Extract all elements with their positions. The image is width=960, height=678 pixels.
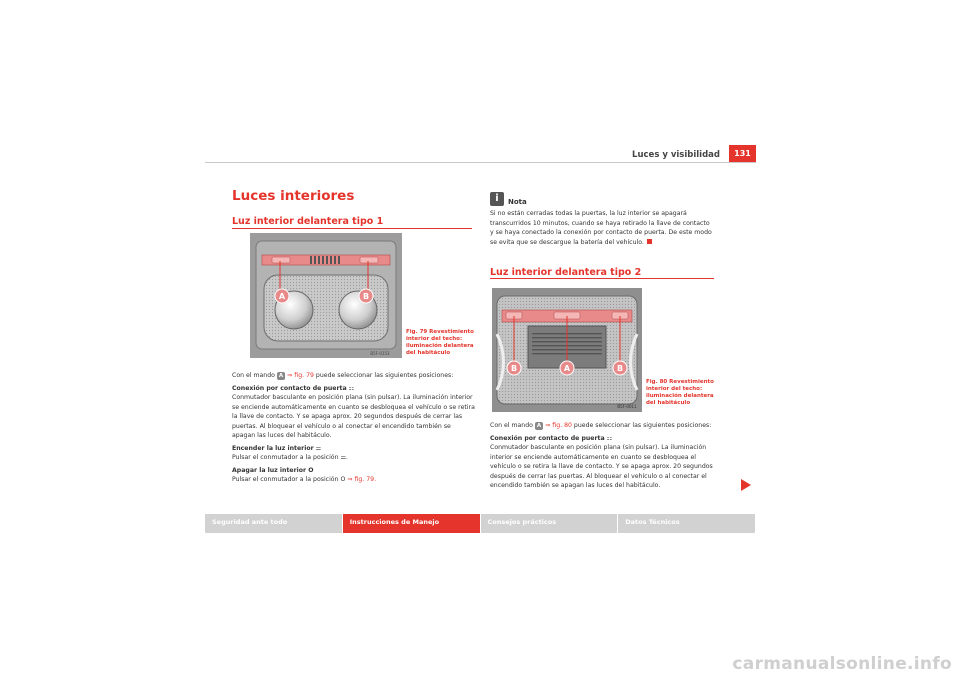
section-end-icon xyxy=(647,239,652,244)
intro-text-end: puede seleccionar las siguientes posiciones: xyxy=(315,372,454,379)
figure2-label-b-right: B xyxy=(616,364,624,373)
header-divider xyxy=(205,162,756,163)
on-text: Pulsar el conmutador a la posición xyxy=(232,454,339,461)
intro-text-2: Con el mando xyxy=(490,422,533,429)
intro-text: Con el mando xyxy=(232,372,275,379)
figure-link[interactable]: ⇒ fig. 79 xyxy=(287,372,314,379)
figure-link-off[interactable]: ⇒ fig. 79. xyxy=(347,476,377,483)
figure-79 xyxy=(250,233,402,362)
right-body xyxy=(490,421,715,494)
figure-code: B5F-0153 xyxy=(370,351,390,356)
on-heading: Encender la luz interior xyxy=(232,444,314,452)
door-heading: Conexión por contacto de puerta xyxy=(232,384,347,392)
left-heading-rule xyxy=(232,228,472,229)
note-body xyxy=(490,209,715,250)
figure-79-caption: Fig. 79 Revestimiento interior del techo: iluminación delantera del habitáculo xyxy=(406,329,474,356)
off-heading: Apagar la luz interior O xyxy=(232,466,314,474)
tab-seguridad[interactable]: Seguridad ante todo xyxy=(205,514,343,533)
left-body: Con el mando A ⇒ fig. 79 puede seleccionar las siguientes posiciones: Conexión por contacto de puerta ⚏ Conmutador basculante en posición plana (sin pulsar). La iluminación interior se enciende automáticamente en cuanto se desbloquea el vehículo o se retira la llave de contacto. Y se apaga aprox. 20 segundos después de cerrar las puertas. Al bloquear el vehículo o al conectar el encendido también se apagan las luces del habitáculo. Encender la luz interior ⚌ Pulsar el conmutador a la posición ⚌. Apagar la luz interior O Pulsar el conmutador a la posición O ⇒ fig. 79. xyxy=(232,372,475,483)
light-on-icon: ⚌ xyxy=(315,444,322,452)
note-label: Nota xyxy=(508,198,527,206)
page-title: Luces interiores xyxy=(232,188,355,204)
tab-datos[interactable]: Datos Técnicos xyxy=(618,514,756,533)
figure-80-caption: Fig. 80 Revestimiento interior del techo: iluminación delantera del habitáculo xyxy=(646,379,714,406)
off-text: Pulsar el conmutador a la posición O xyxy=(232,476,346,483)
door-heading-2: Conexión por contacto de puerta xyxy=(490,434,605,442)
figure2-label-a: A xyxy=(563,364,571,373)
figure-label-a: A xyxy=(278,292,286,301)
footer-nav xyxy=(205,514,756,533)
door-light-icon: ⚏ xyxy=(348,384,355,392)
note-icon: i xyxy=(490,192,504,206)
right-heading-rule xyxy=(490,278,714,279)
figure-link-2[interactable]: ⇒ fig. 80 xyxy=(545,422,572,429)
next-page-arrow-icon[interactable] xyxy=(741,479,751,491)
tab-consejos[interactable]: Consejos prácticos xyxy=(481,514,619,533)
right-heading: Luz interior delantera tipo 2 xyxy=(490,267,642,278)
control-badge-2: A xyxy=(536,423,542,429)
door-light-icon-2: ⚏ xyxy=(606,434,613,442)
left-heading: Luz interior delantera tipo 1 xyxy=(232,216,384,227)
page-number: 131 xyxy=(729,145,756,162)
figure-80 xyxy=(492,288,642,416)
note-text: Si no están cerradas todas la puertas, la luz interior se apagará transcurridos 10 minutos, cuando se haya retirado la llave de contacto y se haya conectado la conexión por contacto de puerta. De este modo se evita que se descargue la batería del vehículo. xyxy=(490,210,712,246)
intro-text-end-2: puede seleccionar las siguientes posiciones: xyxy=(573,422,712,429)
control-badge: A xyxy=(278,373,284,379)
watermark: carmanualsonline.info xyxy=(732,654,952,674)
door-text-2: Conmutador basculante en posición plana (sin pulsar). La iluminación interior se enciende automáticamente en cuanto se desbloquea el vehículo o se retira la llave de contacto. Y se apaga aprox. 20 segundos después de cerrar las puertas. Al bloquear el vehículo o al conectar el encendido también se apagan las luces del habitáculo. xyxy=(490,444,713,489)
figure2-code: B5F-0011 xyxy=(617,404,637,409)
tab-instrucciones[interactable]: Instrucciones de Manejo xyxy=(343,514,481,533)
section-title: Luces y visibilidad xyxy=(632,150,720,160)
door-text: Conmutador basculante en posición plana (sin pulsar). La iluminación interior se enciende automáticamente en cuanto se desbloquea el vehículo o se retira la llave de contacto. Y se apaga aprox. 20 segundos después de cerrar las puertas. Al bloquear el vehículo o al conectar el encendido también se apagan las luces del habitáculo. xyxy=(232,394,475,439)
figure2-label-b-left: B xyxy=(510,364,518,373)
light-on-icon-inline: ⚌ xyxy=(340,454,347,461)
figure-label-b: B xyxy=(362,292,370,301)
